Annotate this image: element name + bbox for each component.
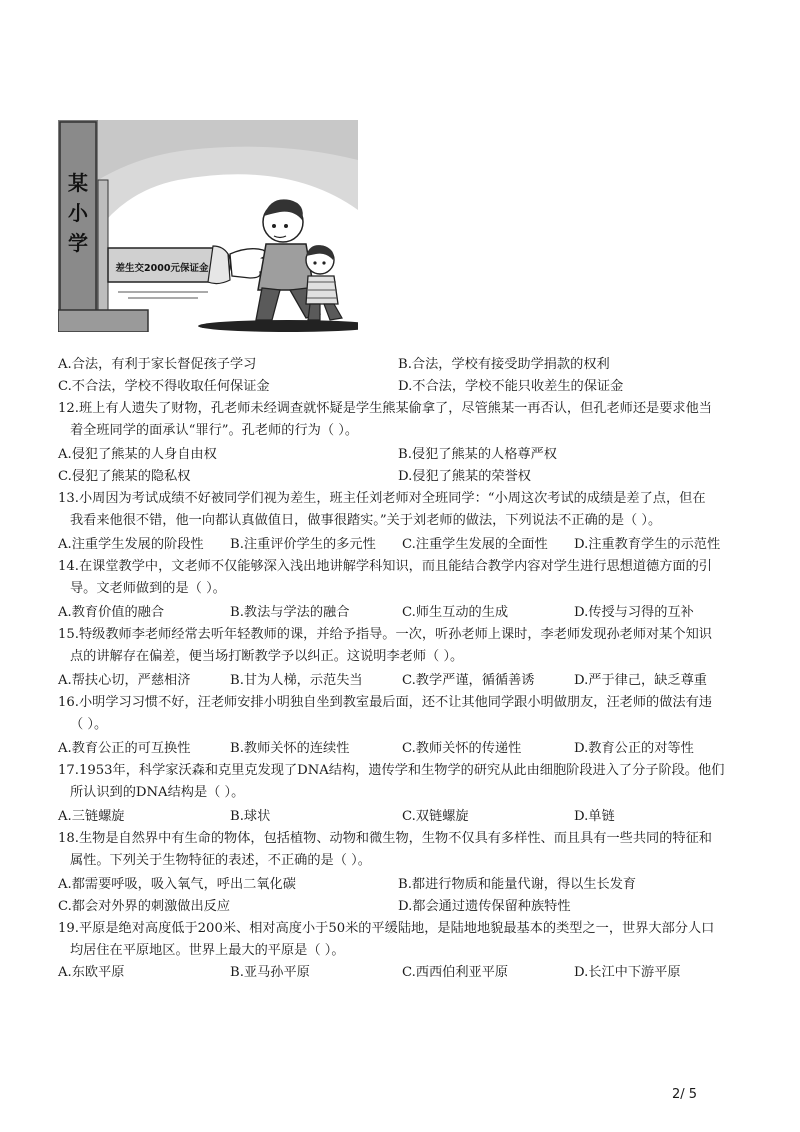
question-11: [58, 354, 748, 398]
option-d[interactable]: D.侵犯了熊某的荣誉权: [398, 469, 531, 484]
option-c[interactable]: C.教学严谨，循循善诱: [402, 673, 535, 688]
question-17-options: [58, 806, 748, 828]
option-a[interactable]: A.合法，有利于家长督促孩子学习: [58, 357, 257, 372]
option-b[interactable]: B.教法与学法的融合: [230, 605, 350, 620]
option-b[interactable]: B.侵犯了熊某的人格尊严权: [398, 447, 557, 462]
question-16-options: [58, 738, 748, 760]
question-17-stem-line-1: 17.1953年，科学家沃森和克里克发现了DNA结构，遗传学和生物学的研究从此由细胞阶段进入了分子阶段。他们: [58, 763, 725, 778]
question-15-options: [58, 670, 748, 692]
question-17: [58, 760, 748, 828]
question-15-stem-line-1: 15.特级教师李老师经常去听年轻教师的课，并给予指导。一次，听孙老师上课时，李老师发现孙老师对某个知识: [58, 627, 712, 642]
option-b[interactable]: B.合法，学校有接受助学捐款的权利: [398, 357, 610, 372]
option-c[interactable]: C.注重学生发展的全面性: [402, 537, 548, 552]
option-d[interactable]: D.不合法，学校不能只收差生的保证金: [398, 379, 624, 394]
question-17-stem-line-2: 所认识到的DNA结构是（ ）。: [70, 785, 245, 800]
option-d[interactable]: D.长江中下游平原: [574, 965, 681, 980]
option-c[interactable]: C.师生互动的生成: [402, 605, 509, 620]
option-b[interactable]: B.球状: [230, 809, 271, 824]
question-18-options: [58, 874, 748, 918]
option-d[interactable]: D.都会通过遗传保留种族特性: [398, 899, 571, 914]
option-d[interactable]: D.单链: [574, 809, 615, 824]
option-c[interactable]: C.都会对外界的刺激做出反应: [58, 899, 231, 914]
option-c[interactable]: C.教师关怀的传递性: [402, 741, 522, 756]
question-16-stem-line-1: 16.小明学习习惯不好，汪老师安排小明独自坐到教室最后面，还不让其他同学跟小明做朋友，汪老师的做法有违: [58, 695, 712, 710]
option-a[interactable]: A.侵犯了熊某的人身自由权: [58, 447, 217, 462]
cartoon-illustration: [58, 120, 358, 332]
option-c[interactable]: C.西西伯利亚平原: [402, 965, 509, 980]
option-b[interactable]: B.都进行物质和能量代谢，得以生长发育: [398, 877, 637, 892]
option-b[interactable]: B.甘为人梯，示范失当: [230, 673, 363, 688]
question-18-stem-line-2: 属性。下列关于生物特征的表述，不正确的是（ ）。: [70, 853, 371, 868]
question-12-options: [58, 444, 748, 488]
question-14-stem-line-2: 导。文老师做到的是（ ）。: [70, 581, 226, 596]
option-d[interactable]: D.严于律己，缺乏尊重: [574, 673, 707, 688]
option-d[interactable]: D.注重教育学生的示范性: [574, 537, 721, 552]
option-c[interactable]: C.侵犯了熊某的隐私权: [58, 469, 191, 484]
option-b[interactable]: B.注重评价学生的多元性: [230, 537, 376, 552]
question-19-options: [58, 962, 748, 984]
question-12: [58, 398, 748, 488]
question-18-stem-line-1: 18.生物是自然界中有生命的物体，包括植物、动物和微生物，生物不仅具有多样性、而且具有一些共同的特征和: [58, 831, 712, 846]
question-14: [58, 556, 748, 624]
option-a[interactable]: A.教育价值的融合: [58, 605, 165, 620]
option-c[interactable]: C.双链螺旋: [402, 809, 469, 824]
question-13-stem-line-2: 我看来他很不错，他一向都认真做值日，做事很踏实。”关于刘老师的做法，下列说法不正确的是（ ）。: [70, 513, 662, 528]
option-b[interactable]: B.亚马孙平原: [230, 965, 310, 980]
question-19-stem-line-2: 均居住在平原地区。世界上最大的平原是（ ）。: [70, 943, 345, 958]
option-a[interactable]: A.都需要呼吸，吸入氧气，呼出二氧化碳: [58, 877, 296, 892]
option-a[interactable]: A.三链螺旋: [58, 809, 125, 824]
question-13-options: [58, 534, 748, 556]
question-13-stem-line-1: 13.小周因为考试成绩不好被同学们视为差生，班主任刘老师对全班同学：“小周这次考试的成绩是差了点，但在: [58, 491, 706, 506]
question-14-options: [58, 602, 748, 624]
page-number: 2/ 5: [672, 1087, 698, 1102]
question-list: [58, 354, 748, 984]
question-15-stem-line-2: 点的讲解存在偏差，便当场打断教学予以纠正。这说明李老师（ ）。: [70, 649, 464, 664]
school-char-1: 某: [68, 171, 88, 195]
question-12-stem-line-1: 12.班上有人遗失了财物，孔老师未经调查就怀疑是学生熊某偷拿了，尽管熊某一再否认，但孔老师还是要求他当: [58, 401, 712, 416]
option-d[interactable]: D.教育公正的对等性: [574, 741, 694, 756]
option-b[interactable]: B.教师关怀的连续性: [230, 741, 350, 756]
question-16-stem-line-2: （ ）。: [70, 717, 108, 732]
question-14-stem-line-1: 14.在课堂教学中，文老师不仅能够深入浅出地讲解学科知识，而且能结合教学内容对学生进行思想道德方面的引: [58, 559, 712, 574]
question-15: [58, 624, 748, 692]
option-a[interactable]: A.东欧平原: [58, 965, 125, 980]
sign-text: 差生交2000元保证金: [115, 263, 209, 274]
option-d[interactable]: D.传授与习得的互补: [574, 605, 694, 620]
question-18: [58, 828, 748, 918]
school-char-3: 学: [68, 231, 88, 255]
question-13: [58, 488, 748, 556]
question-11-options: [58, 354, 748, 398]
question-19-stem-line-1: 19.平原是绝对高度低于200米、相对高度小于50米的平缓陆地，是陆地地貌最基本的类型之一，世界大部分人口: [58, 921, 715, 936]
option-c[interactable]: C.不合法，学校不得收取任何保证金: [58, 379, 270, 394]
school-char-2: 小: [68, 201, 88, 225]
option-a[interactable]: A.注重学生发展的阶段性: [58, 537, 204, 552]
question-16: [58, 692, 748, 760]
option-a[interactable]: A.教育公正的可互换性: [58, 741, 191, 756]
question-12-stem-line-2: 着全班同学的面承认“罪行”。孔老师的行为（ ）。: [70, 423, 359, 438]
option-a[interactable]: A.帮扶心切，严慈相济: [58, 673, 191, 688]
question-19: [58, 918, 748, 984]
